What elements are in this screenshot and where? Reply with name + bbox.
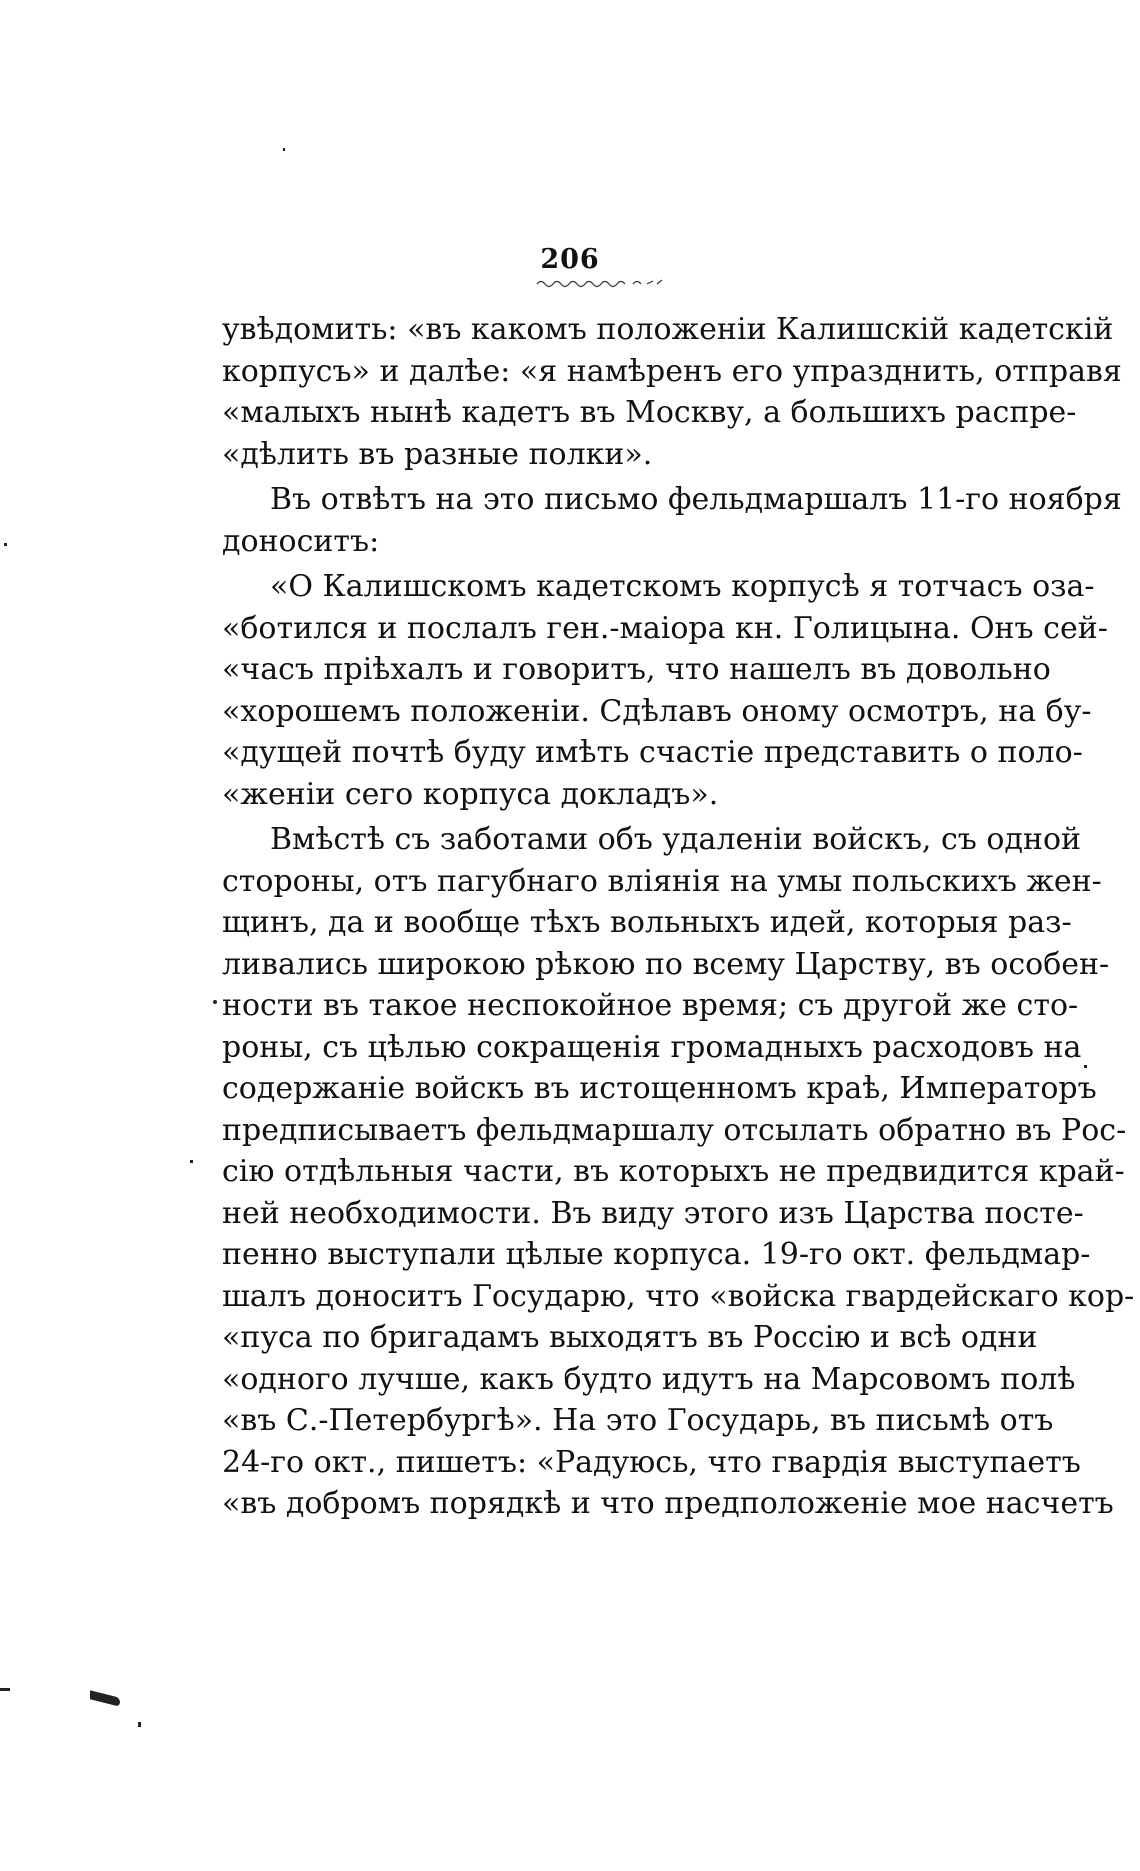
text-line: «въ С.-Петербургѣ». На это Государь, въ письмѣ отъ	[222, 1403, 1054, 1438]
scan-speck	[190, 1160, 193, 1163]
text-line: предписываетъ фельдмаршалу отсылать обратно въ Рос-	[222, 1112, 1127, 1148]
text-line: ливались широкою рѣкою по всему Царству, въ особен-	[222, 946, 1110, 982]
text-line: «одного лучше, какъ будто идутъ на Марсовомъ полѣ	[222, 1361, 1076, 1397]
text-line: «пуса по бригадамъ выходятъ въ Россію и всѣ одни	[222, 1320, 1038, 1355]
text-line: «дущей почтѣ буду имѣть счастіе представить о поло-	[222, 735, 1083, 770]
text-line: пенно выступали цѣлые корпуса. 19-го окт. фельдмар-	[222, 1237, 1091, 1272]
quotation-paragraph	[222, 566, 1108, 815]
text-line: «малыхъ нынѣ кадетъ въ Москву, а большихъ распре-	[222, 395, 1077, 430]
scan-speck	[138, 1722, 141, 1727]
text-line: роны, съ цѣлью сокращенія громадныхъ расходовъ на	[222, 1029, 1082, 1065]
body-text	[222, 309, 1135, 1525]
page-number: 206	[540, 244, 600, 275]
scan-speck	[283, 148, 285, 151]
text-line: «хорошемъ положеніи. Сдѣлавъ оному осмотръ, на бу-	[222, 693, 1092, 729]
text-line: «дѣлить въ разные полки».	[222, 436, 653, 472]
page-number-ornament	[535, 276, 665, 288]
text-line: Вмѣстѣ съ заботами объ удаленіи войскъ, съ одной	[270, 822, 1081, 857]
scan-speck	[213, 1000, 217, 1004]
paragraph	[222, 309, 1122, 475]
paragraph	[222, 479, 1122, 562]
scan-speck	[0, 1688, 10, 1691]
text-line: «ботился и послалъ ген.-маіора кн. Голицына. Онъ сей-	[222, 610, 1108, 646]
text-line: ности въ такое неспокойное время; съ другой же сто-	[222, 988, 1079, 1023]
text-line: стороны, отъ пагубнаго вліянія на умы польскихъ жен-	[222, 863, 1102, 899]
scan-speck	[90, 1690, 120, 1706]
text-line: корпусъ» и далѣе: «я намѣренъ его упразднить, отправя	[222, 353, 1122, 389]
text-line: ней необходимости. Въ виду этого изъ Царства посте-	[222, 1195, 1084, 1231]
text-line: сію отдѣльныя части, въ которыхъ не предвидится край-	[222, 1154, 1125, 1189]
text-line: «часъ пріѣхалъ и говоритъ, что нашелъ въ довольно	[222, 652, 1051, 687]
text-line: содержаніе войскъ въ истощенномъ краѣ, Императоръ	[222, 1071, 1097, 1106]
text-line: Въ отвѣтъ на это письмо фельдмаршалъ 11-го ноября	[270, 482, 1122, 517]
text-line: 24-го окт., пишетъ: «Радуюсь, что гвардія выступаетъ	[222, 1444, 1081, 1480]
text-line: щинъ, да и вообще тѣхъ вольныхъ идей, которыя раз-	[222, 905, 1072, 940]
text-line: «въ добромъ порядкѣ и что предположеніе мое насчетъ	[222, 1486, 1114, 1521]
text-line: доноситъ:	[222, 523, 380, 559]
text-line: увѣдомить: «въ какомъ положеніи Калишскій кадетскій	[222, 312, 1114, 347]
scan-speck	[4, 543, 7, 546]
text-line: «О Калишскомъ кадетскомъ корпусѣ я тотчасъ оза-	[270, 569, 1095, 604]
text-line: «женіи сего корпуса докладъ».	[222, 776, 719, 812]
scan-speck	[1084, 1065, 1087, 1068]
paragraph	[222, 819, 1135, 1525]
text-line: шалъ доноситъ Государю, что «войска гвардейскаго кор-	[222, 1278, 1135, 1314]
